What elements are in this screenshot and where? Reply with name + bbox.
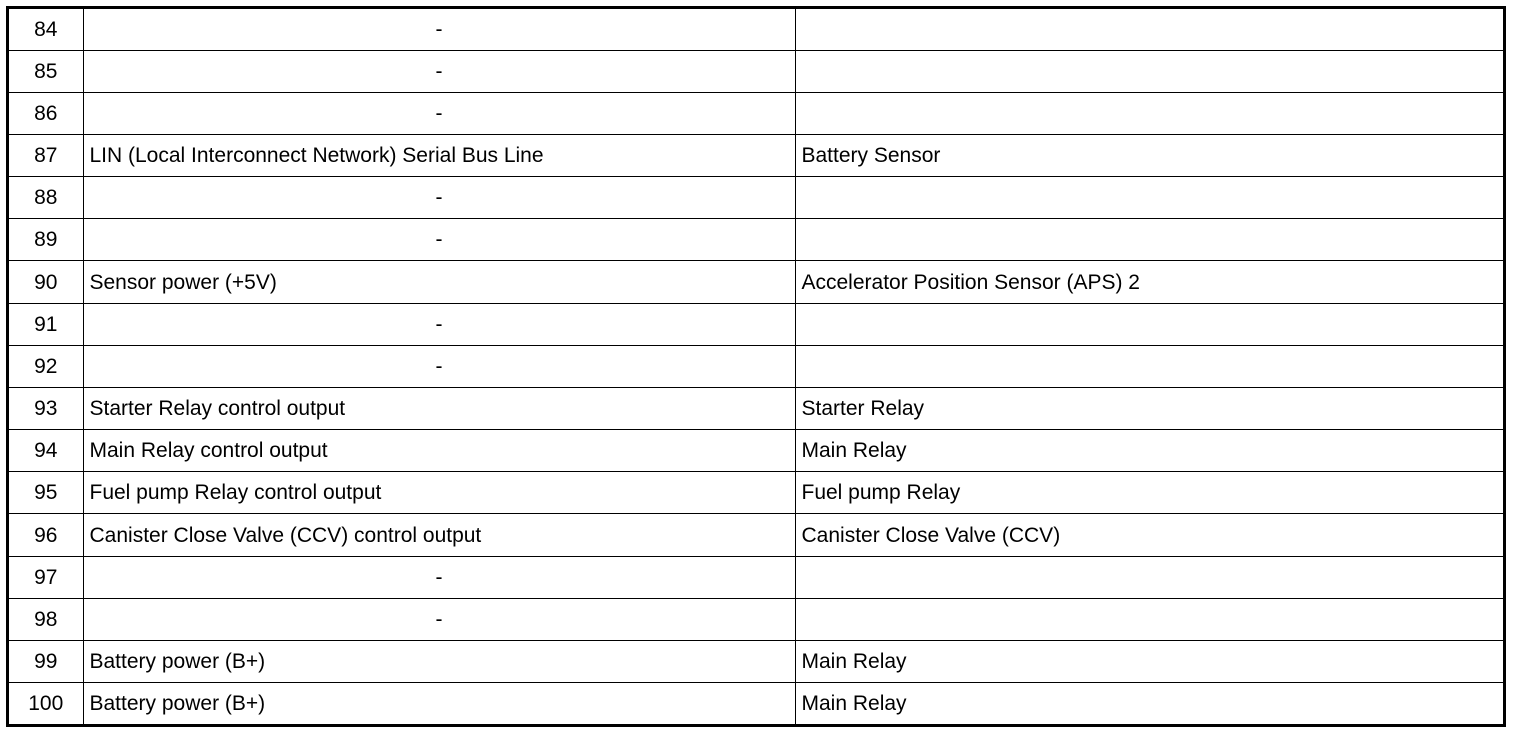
pin-table-frame [6, 6, 1506, 727]
table-row [9, 135, 1503, 177]
pin-description-cell: Canister Close Valve (CCV) control output [83, 514, 795, 556]
pin-description-cell: Battery power (B+) [83, 683, 795, 724]
pin-number-cell: 91 [9, 303, 83, 345]
pin-description-cell: - [83, 598, 795, 640]
pin-table [9, 9, 1503, 724]
pin-number-cell: 85 [9, 50, 83, 92]
pin-connection-cell [795, 50, 1503, 92]
pin-description-cell: - [83, 177, 795, 219]
pin-number-cell: 86 [9, 92, 83, 134]
table-row [9, 556, 1503, 598]
pin-connection-cell: Starter Relay [795, 387, 1503, 429]
pin-description-cell: - [83, 556, 795, 598]
pin-number-cell: 89 [9, 219, 83, 261]
pin-description-cell: - [83, 92, 795, 134]
table-row [9, 387, 1503, 429]
pin-number-cell: 90 [9, 261, 83, 303]
pin-number-cell: 92 [9, 345, 83, 387]
pin-number-cell: 95 [9, 472, 83, 514]
pin-connection-cell: Canister Close Valve (CCV) [795, 514, 1503, 556]
pin-number-cell: 84 [9, 9, 83, 50]
pin-number-cell: 93 [9, 387, 83, 429]
pin-number-cell: 96 [9, 514, 83, 556]
pin-connection-cell [795, 9, 1503, 50]
pin-description-cell: - [83, 9, 795, 50]
table-row [9, 640, 1503, 682]
table-row [9, 345, 1503, 387]
pin-number-cell: 94 [9, 430, 83, 472]
pin-connection-cell [795, 219, 1503, 261]
pin-connection-cell: Accelerator Position Sensor (APS) 2 [795, 261, 1503, 303]
pin-description-cell: - [83, 303, 795, 345]
pin-number-cell: 99 [9, 640, 83, 682]
pin-connection-cell [795, 345, 1503, 387]
table-row [9, 303, 1503, 345]
pin-description-cell: - [83, 50, 795, 92]
pin-connection-cell: Main Relay [795, 430, 1503, 472]
pin-connection-cell [795, 303, 1503, 345]
pin-connection-cell: Battery Sensor [795, 135, 1503, 177]
pin-description-cell: - [83, 345, 795, 387]
table-row [9, 598, 1503, 640]
pin-description-cell: Starter Relay control output [83, 387, 795, 429]
table-row [9, 92, 1503, 134]
table-row [9, 177, 1503, 219]
pin-description-cell: LIN (Local Interconnect Network) Serial Bus Line [83, 135, 795, 177]
pin-number-cell: 88 [9, 177, 83, 219]
table-row [9, 261, 1503, 303]
table-row [9, 683, 1503, 724]
table-row [9, 219, 1503, 261]
pin-table-body [9, 9, 1503, 724]
pin-connection-cell [795, 92, 1503, 134]
pin-number-cell: 98 [9, 598, 83, 640]
pin-connection-cell: Main Relay [795, 683, 1503, 724]
pin-number-cell: 87 [9, 135, 83, 177]
table-row [9, 472, 1503, 514]
table-row [9, 9, 1503, 50]
pin-connection-cell [795, 556, 1503, 598]
pin-description-cell: Main Relay control output [83, 430, 795, 472]
table-row [9, 430, 1503, 472]
pin-connection-cell: Fuel pump Relay [795, 472, 1503, 514]
pin-number-cell: 97 [9, 556, 83, 598]
table-row [9, 50, 1503, 92]
pin-description-cell: Fuel pump Relay control output [83, 472, 795, 514]
pin-description-cell: Battery power (B+) [83, 640, 795, 682]
pin-description-cell: Sensor power (+5V) [83, 261, 795, 303]
pin-connection-cell: Main Relay [795, 640, 1503, 682]
pin-description-cell: - [83, 219, 795, 261]
pin-connection-cell [795, 598, 1503, 640]
table-row [9, 514, 1503, 556]
pin-connection-cell [795, 177, 1503, 219]
pin-number-cell: 100 [9, 683, 83, 724]
